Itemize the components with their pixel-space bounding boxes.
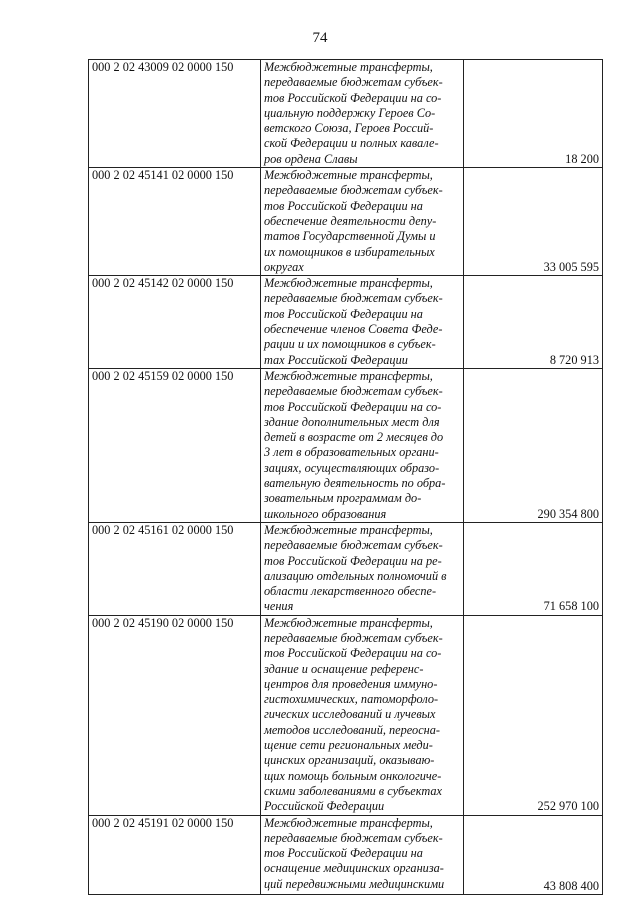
description-line: Межбюджетные трансферты,: [264, 276, 433, 291]
description-line: ветского Союза, Героев Россий-: [264, 121, 434, 136]
description-line: области лекарственного обеспе-: [264, 584, 437, 599]
description-line: тов Российской Федерации на ре-: [264, 553, 442, 568]
description-line: циальную поддержку Героев Со-: [264, 105, 436, 120]
description-line: татов Государственной Думы и: [264, 229, 436, 244]
description-line: тах Российской Федерации: [264, 352, 408, 367]
description-line: обеспечение деятельности депу-: [264, 213, 437, 228]
description-line: тов Российской Федерации на: [264, 306, 423, 321]
transfer-amount: 43 808 400: [464, 815, 603, 894]
budget-code: 000 2 02 45161 02 0000 150: [89, 522, 261, 615]
transfer-amount: 252 970 100: [464, 615, 603, 815]
description-line: передаваемые бюджетам субъек-: [264, 291, 443, 306]
description-line: тов Российской Федерации на со-: [264, 646, 442, 661]
description-line: округах: [264, 259, 304, 274]
description-line: передаваемые бюджетам субъек-: [264, 830, 443, 845]
description-line: передаваемые бюджетам субъек-: [264, 183, 443, 198]
description-line: Межбюджетные трансферты,: [264, 815, 433, 830]
description-line: рации и их помощников в субъек-: [264, 337, 436, 352]
table-row: [89, 60, 603, 168]
description-line: оснащение медицинских организа-: [264, 861, 444, 876]
description-line: тов Российской Федерации на со-: [264, 90, 442, 105]
description-line: цинских организаций, оказываю-: [264, 753, 435, 768]
description-line: Межбюджетные трансферты,: [264, 168, 433, 183]
description-line: тов Российской Федерации на: [264, 846, 423, 861]
budget-code: 000 2 02 45142 02 0000 150: [89, 276, 261, 369]
budget-code: 000 2 02 45141 02 0000 150: [89, 168, 261, 276]
description-line: Межбюджетные трансферты,: [264, 60, 433, 74]
description-line: методов исследований, переосна-: [264, 722, 440, 737]
transfer-amount: 33 005 595: [464, 168, 603, 276]
table-row: [89, 168, 603, 276]
description-line: ций передвижными медицинскими: [264, 876, 445, 891]
description-line: тов Российской Федерации на: [264, 198, 423, 213]
description-line: ров ордена Славы: [264, 151, 358, 166]
transfer-description: [261, 60, 464, 168]
description-line: Российской Федерации: [264, 799, 385, 814]
table-row: [89, 815, 603, 894]
table-row: [89, 368, 603, 522]
page-number: 74: [312, 30, 328, 46]
description-line: Межбюджетные трансферты,: [264, 522, 433, 537]
description-line: передаваемые бюджетам субъек-: [264, 538, 443, 553]
description-line: Межбюджетные трансферты,: [264, 615, 433, 630]
description-line: тов Российской Федерации на со-: [264, 399, 442, 414]
transfer-description: [261, 368, 464, 522]
description-line: ализацию отдельных полномочий в: [264, 568, 447, 583]
budget-code: 000 2 02 45159 02 0000 150: [89, 368, 261, 522]
description-line: гических исследований и лучевых: [264, 707, 436, 722]
description-line: передаваемые бюджетам субъек-: [264, 630, 443, 645]
description-line: здание дополнительных мест для: [264, 414, 440, 429]
description-line: 3 лет в образовательных органи-: [264, 445, 439, 460]
description-line: скими заболеваниями в субъектах: [264, 783, 442, 798]
transfer-description: [261, 276, 464, 369]
budget-table: [88, 59, 603, 895]
description-line: гистохимических, патоморфоло-: [264, 692, 439, 707]
description-line: зовательным программам до-: [264, 491, 422, 506]
transfer-description: [261, 615, 464, 815]
transfer-amount: 8 720 913: [464, 276, 603, 369]
description-line: детей в возрасте от 2 месяцев до: [264, 430, 444, 445]
budget-code: 000 2 02 43009 02 0000 150: [89, 60, 261, 168]
transfer-description: [261, 522, 464, 615]
description-line: школьного образования: [264, 506, 387, 521]
description-line: передаваемые бюджетам субъек-: [264, 75, 443, 90]
description-line: вательную деятельность по обра-: [264, 476, 446, 491]
description-line: передаваемые бюджетам субъек-: [264, 384, 443, 399]
transfer-amount: 71 658 100: [464, 522, 603, 615]
budget-code: 000 2 02 45190 02 0000 150: [89, 615, 261, 815]
table-row: [89, 276, 603, 369]
description-line: чения: [264, 599, 294, 614]
transfer-amount: 18 200: [464, 60, 603, 168]
transfer-description: [261, 815, 464, 894]
table-row: [89, 522, 603, 615]
description-line: зациях, осуществляющих образо-: [264, 460, 440, 475]
description-line: щение сети региональных меди-: [264, 738, 433, 753]
budget-code: 000 2 02 45191 02 0000 150: [89, 815, 261, 894]
transfer-amount: 290 354 800: [464, 368, 603, 522]
description-line: щих помощь больным онкологиче-: [264, 768, 442, 783]
transfer-description: [261, 168, 464, 276]
table-row: [89, 615, 603, 815]
description-line: ской Федерации и полных кавале-: [264, 136, 439, 151]
description-line: Межбюджетные трансферты,: [264, 368, 433, 383]
description-line: их помощников в избирательных: [264, 244, 435, 259]
description-line: здание и оснащение референс-: [264, 661, 424, 676]
description-line: центров для проведения иммуно-: [264, 676, 438, 691]
description-line: обеспечение членов Совета Феде-: [264, 322, 443, 337]
